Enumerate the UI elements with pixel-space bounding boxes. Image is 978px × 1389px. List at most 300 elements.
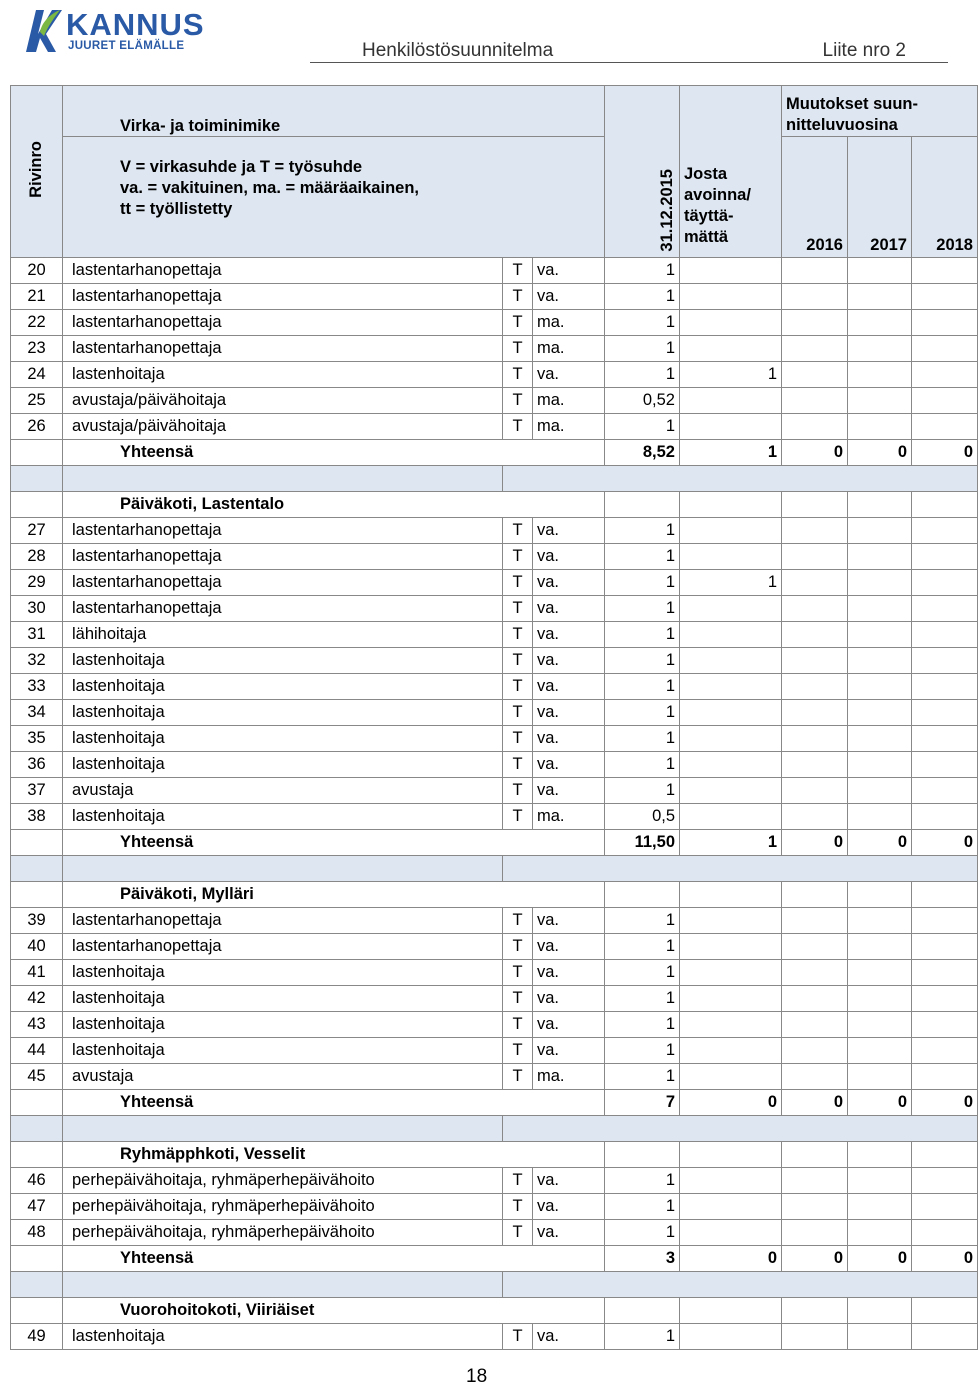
employment-type: T [503, 570, 533, 596]
job-title: lastentarhanopettaja [63, 570, 503, 596]
change-2016 [782, 284, 848, 310]
table-row [11, 648, 978, 674]
change-2016 [782, 700, 848, 726]
position-count: 1 [605, 648, 680, 674]
table-row [11, 1012, 978, 1038]
position-count: 1 [605, 1038, 680, 1064]
change-2017 [848, 1324, 912, 1350]
open-count [680, 1168, 782, 1194]
position-count: 1 [605, 700, 680, 726]
change-2018 [912, 778, 978, 804]
spacer-cell [503, 466, 978, 492]
table-row [11, 908, 978, 934]
table-row [11, 284, 978, 310]
change-2017 [848, 1064, 912, 1090]
job-title: lastenhoitaja [63, 1324, 503, 1350]
table-row [11, 752, 978, 778]
job-title: lastenhoitaja [63, 752, 503, 778]
row-number: 21 [11, 284, 63, 310]
job-title: lastenhoitaja [63, 960, 503, 986]
employment-type: T [503, 518, 533, 544]
row-number: 27 [11, 518, 63, 544]
row-number: 45 [11, 1064, 63, 1090]
position-count: 1 [605, 986, 680, 1012]
position-count: 1 [605, 726, 680, 752]
position-count: 1 [605, 284, 680, 310]
open-count [680, 1220, 782, 1246]
position-count: 1 [605, 778, 680, 804]
total-2016: 0 [782, 1090, 848, 1116]
spacer-cell [11, 466, 63, 492]
employment-type: T [503, 960, 533, 986]
total-label: Yhteensä [63, 440, 605, 466]
job-title: lastentarhanopettaja [63, 908, 503, 934]
position-count: 1 [605, 752, 680, 778]
change-2016 [782, 1194, 848, 1220]
employment-type: T [503, 700, 533, 726]
employment-term: ma. [533, 310, 605, 336]
total-count: 8,52 [605, 440, 680, 466]
row-number: 41 [11, 960, 63, 986]
row-number: 33 [11, 674, 63, 700]
change-2016 [782, 752, 848, 778]
open-count [680, 1324, 782, 1350]
open-count: 1 [680, 570, 782, 596]
change-2016 [782, 362, 848, 388]
change-2017 [848, 934, 912, 960]
section-name-blank [605, 882, 680, 908]
job-title: lastenhoitaja [63, 726, 503, 752]
section-spacer-row [11, 1116, 978, 1142]
change-2016 [782, 622, 848, 648]
change-2016 [782, 908, 848, 934]
spacer-cell [63, 856, 503, 882]
change-2016 [782, 648, 848, 674]
section-name-blank [605, 1142, 680, 1168]
section-spacer-row [11, 466, 978, 492]
spacer-cell [63, 466, 503, 492]
open-count [680, 544, 782, 570]
change-2018 [912, 700, 978, 726]
employment-type: T [503, 804, 533, 830]
employment-type: T [503, 648, 533, 674]
row-number: 37 [11, 778, 63, 804]
total-count: 7 [605, 1090, 680, 1116]
row-number: 34 [11, 700, 63, 726]
employment-type: T [503, 1038, 533, 1064]
section-name: Päiväkoti, Lastentalo [63, 492, 605, 518]
change-2016 [782, 1220, 848, 1246]
employment-term: va. [533, 674, 605, 700]
employment-type: T [503, 544, 533, 570]
section-name-blank [680, 1142, 782, 1168]
employment-term: va. [533, 960, 605, 986]
legend-header: V = virkasuhde ja T = työsuhde va. = vakituinen, ma. = määräaikainen, tt = työllistetty [63, 137, 605, 258]
employment-type: T [503, 258, 533, 284]
spacer-cell [503, 1116, 978, 1142]
table-row [11, 1168, 978, 1194]
change-2018 [912, 648, 978, 674]
position-count: 1 [605, 1220, 680, 1246]
table-header-row-2 [11, 137, 978, 258]
section-name-blank [680, 1298, 782, 1324]
employment-type: T [503, 1064, 533, 1090]
change-2016 [782, 1038, 848, 1064]
row-number: 20 [11, 258, 63, 284]
job-title: lastentarhanopettaja [63, 258, 503, 284]
open-count [680, 778, 782, 804]
logo-wordmark: KANNUS [66, 7, 205, 42]
employment-term: va. [533, 622, 605, 648]
table-row [11, 388, 978, 414]
job-title: lastenhoitaja [63, 804, 503, 830]
position-count: 1 [605, 674, 680, 700]
table-row [11, 1324, 978, 1350]
job-title: avustaja/päivähoitaja [63, 388, 503, 414]
spacer-cell [11, 856, 63, 882]
employment-type: T [503, 674, 533, 700]
row-number: 48 [11, 1220, 63, 1246]
table-row [11, 570, 978, 596]
change-2016 [782, 1012, 848, 1038]
page-header [0, 0, 960, 70]
row-number: 26 [11, 414, 63, 440]
total-open: 0 [680, 1246, 782, 1272]
section-name-blank [848, 1142, 912, 1168]
row-number: 40 [11, 934, 63, 960]
total-blank [11, 1090, 63, 1116]
change-2018 [912, 1324, 978, 1350]
open-count [680, 622, 782, 648]
employment-term: ma. [533, 336, 605, 362]
row-number: 44 [11, 1038, 63, 1064]
total-blank [11, 440, 63, 466]
row-number: 25 [11, 388, 63, 414]
change-2016 [782, 778, 848, 804]
row-number: 28 [11, 544, 63, 570]
employment-term: va. [533, 596, 605, 622]
section-name-blank [912, 1298, 978, 1324]
change-2018 [912, 622, 978, 648]
total-label: Yhteensä [63, 830, 605, 856]
job-title: lastentarhanopettaja [63, 934, 503, 960]
total-row [11, 830, 978, 856]
section-name-row [11, 492, 978, 518]
table-row [11, 622, 978, 648]
total-open: 1 [680, 440, 782, 466]
job-title: avustaja [63, 778, 503, 804]
spacer-cell [11, 1116, 63, 1142]
section-name-blank [912, 882, 978, 908]
change-2017 [848, 1038, 912, 1064]
job-title: lähihoitaja [63, 622, 503, 648]
total-count: 3 [605, 1246, 680, 1272]
open-count [680, 908, 782, 934]
section-name: Vuorohoitokoti, Viiriäiset [63, 1298, 605, 1324]
change-2016 [782, 518, 848, 544]
staff-plan-table [10, 85, 978, 1350]
employment-type: T [503, 622, 533, 648]
change-2017 [848, 622, 912, 648]
employment-type: T [503, 1194, 533, 1220]
open-count [680, 804, 782, 830]
planned-changes-header: Muutokset suun- nitteluvuosina [782, 86, 978, 137]
employment-type: T [503, 1220, 533, 1246]
table-row [11, 1038, 978, 1064]
open-count [680, 518, 782, 544]
employment-type: T [503, 414, 533, 440]
job-title: lastentarhanopettaja [63, 310, 503, 336]
employment-type: T [503, 362, 533, 388]
change-2017 [848, 570, 912, 596]
job-title: lastenhoitaja [63, 1012, 503, 1038]
job-title: perhepäivähoitaja, ryhmäperhepäivähoito [63, 1168, 503, 1194]
position-count: 1 [605, 1194, 680, 1220]
employment-term: va. [533, 544, 605, 570]
total-count: 11,50 [605, 830, 680, 856]
change-2017 [848, 518, 912, 544]
position-count: 1 [605, 1168, 680, 1194]
row-number: 23 [11, 336, 63, 362]
employment-type: T [503, 1012, 533, 1038]
open-count [680, 726, 782, 752]
section-name-row [11, 1298, 978, 1324]
change-2017 [848, 1168, 912, 1194]
employment-term: ma. [533, 1064, 605, 1090]
change-2016 [782, 596, 848, 622]
position-count: 1 [605, 934, 680, 960]
total-row [11, 1246, 978, 1272]
change-2018 [912, 908, 978, 934]
row-number: 42 [11, 986, 63, 1012]
position-count: 1 [605, 336, 680, 362]
employment-type: T [503, 596, 533, 622]
change-2017 [848, 1012, 912, 1038]
title-header: Virka- ja toiminimike [63, 86, 605, 137]
section-name-blank [11, 492, 63, 518]
employment-term: va. [533, 258, 605, 284]
row-number: 22 [11, 310, 63, 336]
total-2018: 0 [912, 830, 978, 856]
job-title: lastentarhanopettaja [63, 284, 503, 310]
spacer-cell [63, 1116, 503, 1142]
change-2017 [848, 284, 912, 310]
change-2017 [848, 960, 912, 986]
employment-type: T [503, 752, 533, 778]
change-2018 [912, 726, 978, 752]
job-title: perhepäivähoitaja, ryhmäperhepäivähoito [63, 1220, 503, 1246]
section-spacer-row [11, 1272, 978, 1298]
change-2018 [912, 1064, 978, 1090]
year-2018-header: 2018 [912, 137, 978, 258]
change-2017 [848, 258, 912, 284]
logo-tagline: JUURET ELÄMÄLLE [68, 40, 185, 52]
change-2018 [912, 284, 978, 310]
section-name-blank [782, 882, 848, 908]
position-count: 1 [605, 1324, 680, 1350]
change-2018 [912, 1168, 978, 1194]
section-name-blank [848, 1298, 912, 1324]
table-row [11, 310, 978, 336]
open-positions-header: Josta avoinna/ täyttä- mättä [680, 86, 782, 258]
change-2018 [912, 1220, 978, 1246]
total-blank [11, 1246, 63, 1272]
open-count [680, 934, 782, 960]
table-row [11, 1194, 978, 1220]
table-row [11, 986, 978, 1012]
year-2016-header: 2016 [782, 137, 848, 258]
change-2017 [848, 752, 912, 778]
job-title: avustaja/päivähoitaja [63, 414, 503, 440]
employment-type: T [503, 908, 533, 934]
open-count [680, 336, 782, 362]
date-header: 31.12.2015 [605, 86, 680, 258]
row-number: 36 [11, 752, 63, 778]
total-2018: 0 [912, 440, 978, 466]
table-header-row-1 [11, 86, 978, 137]
logo-mark-icon [22, 4, 66, 56]
change-2017 [848, 1194, 912, 1220]
table-row [11, 336, 978, 362]
employment-term: va. [533, 726, 605, 752]
table-row [11, 596, 978, 622]
change-2016 [782, 934, 848, 960]
spacer-cell [11, 1272, 63, 1298]
change-2017 [848, 596, 912, 622]
total-row [11, 1090, 978, 1116]
row-number: 29 [11, 570, 63, 596]
change-2018 [912, 388, 978, 414]
change-2018 [912, 518, 978, 544]
change-2017 [848, 804, 912, 830]
job-title: lastenhoitaja [63, 648, 503, 674]
job-title: lastentarhanopettaja [63, 518, 503, 544]
position-count: 0,52 [605, 388, 680, 414]
spacer-cell [503, 856, 978, 882]
position-count: 1 [605, 622, 680, 648]
open-count [680, 258, 782, 284]
employment-term: ma. [533, 388, 605, 414]
row-number: 39 [11, 908, 63, 934]
employment-type: T [503, 934, 533, 960]
total-2017: 0 [848, 440, 912, 466]
position-count: 1 [605, 414, 680, 440]
employment-term: va. [533, 778, 605, 804]
employment-type: T [503, 310, 533, 336]
total-row [11, 440, 978, 466]
employment-type: T [503, 388, 533, 414]
position-count: 1 [605, 960, 680, 986]
change-2017 [848, 674, 912, 700]
position-count: 1 [605, 258, 680, 284]
job-title: lastentarhanopettaja [63, 596, 503, 622]
section-name-blank [11, 1142, 63, 1168]
change-2018 [912, 934, 978, 960]
employment-term: va. [533, 1194, 605, 1220]
open-count [680, 414, 782, 440]
change-2017 [848, 414, 912, 440]
change-2017 [848, 986, 912, 1012]
total-2017: 0 [848, 1246, 912, 1272]
change-2018 [912, 1012, 978, 1038]
section-name-blank [848, 492, 912, 518]
employment-term: va. [533, 908, 605, 934]
employment-term: va. [533, 1012, 605, 1038]
open-count [680, 1038, 782, 1064]
employment-type: T [503, 284, 533, 310]
section-name-blank [912, 1142, 978, 1168]
position-count: 1 [605, 1012, 680, 1038]
section-name-row [11, 1142, 978, 1168]
year-2017-header: 2017 [848, 137, 912, 258]
change-2018 [912, 258, 978, 284]
header-divider [310, 62, 948, 63]
change-2018 [912, 674, 978, 700]
open-count [680, 1012, 782, 1038]
open-count [680, 310, 782, 336]
change-2016 [782, 960, 848, 986]
row-number: 35 [11, 726, 63, 752]
employment-term: va. [533, 700, 605, 726]
change-2017 [848, 908, 912, 934]
table-row [11, 414, 978, 440]
employment-term: ma. [533, 804, 605, 830]
total-2018: 0 [912, 1246, 978, 1272]
job-title: lastenhoitaja [63, 700, 503, 726]
table-row [11, 362, 978, 388]
change-2016 [782, 544, 848, 570]
row-number: 47 [11, 1194, 63, 1220]
change-2016 [782, 1064, 848, 1090]
change-2016 [782, 1324, 848, 1350]
table-row [11, 1064, 978, 1090]
table-row [11, 934, 978, 960]
employment-term: va. [533, 1220, 605, 1246]
spacer-cell [503, 1272, 978, 1298]
change-2017 [848, 726, 912, 752]
employment-term: va. [533, 934, 605, 960]
change-2017 [848, 310, 912, 336]
change-2018 [912, 362, 978, 388]
section-spacer-row [11, 856, 978, 882]
row-number: 38 [11, 804, 63, 830]
change-2016 [782, 570, 848, 596]
appendix-label: Liite nro 2 [822, 40, 906, 61]
change-2018 [912, 336, 978, 362]
change-2016 [782, 674, 848, 700]
open-count [680, 986, 782, 1012]
change-2018 [912, 1038, 978, 1064]
change-2017 [848, 388, 912, 414]
total-2016: 0 [782, 440, 848, 466]
change-2016 [782, 258, 848, 284]
open-count [680, 284, 782, 310]
position-count: 1 [605, 570, 680, 596]
employment-term: va. [533, 518, 605, 544]
row-number: 49 [11, 1324, 63, 1350]
open-count [680, 648, 782, 674]
change-2018 [912, 310, 978, 336]
change-2018 [912, 986, 978, 1012]
open-count [680, 388, 782, 414]
open-count [680, 1064, 782, 1090]
section-name-blank [11, 882, 63, 908]
change-2018 [912, 804, 978, 830]
open-count [680, 752, 782, 778]
row-number: 43 [11, 1012, 63, 1038]
section-name-blank [848, 882, 912, 908]
open-count [680, 700, 782, 726]
